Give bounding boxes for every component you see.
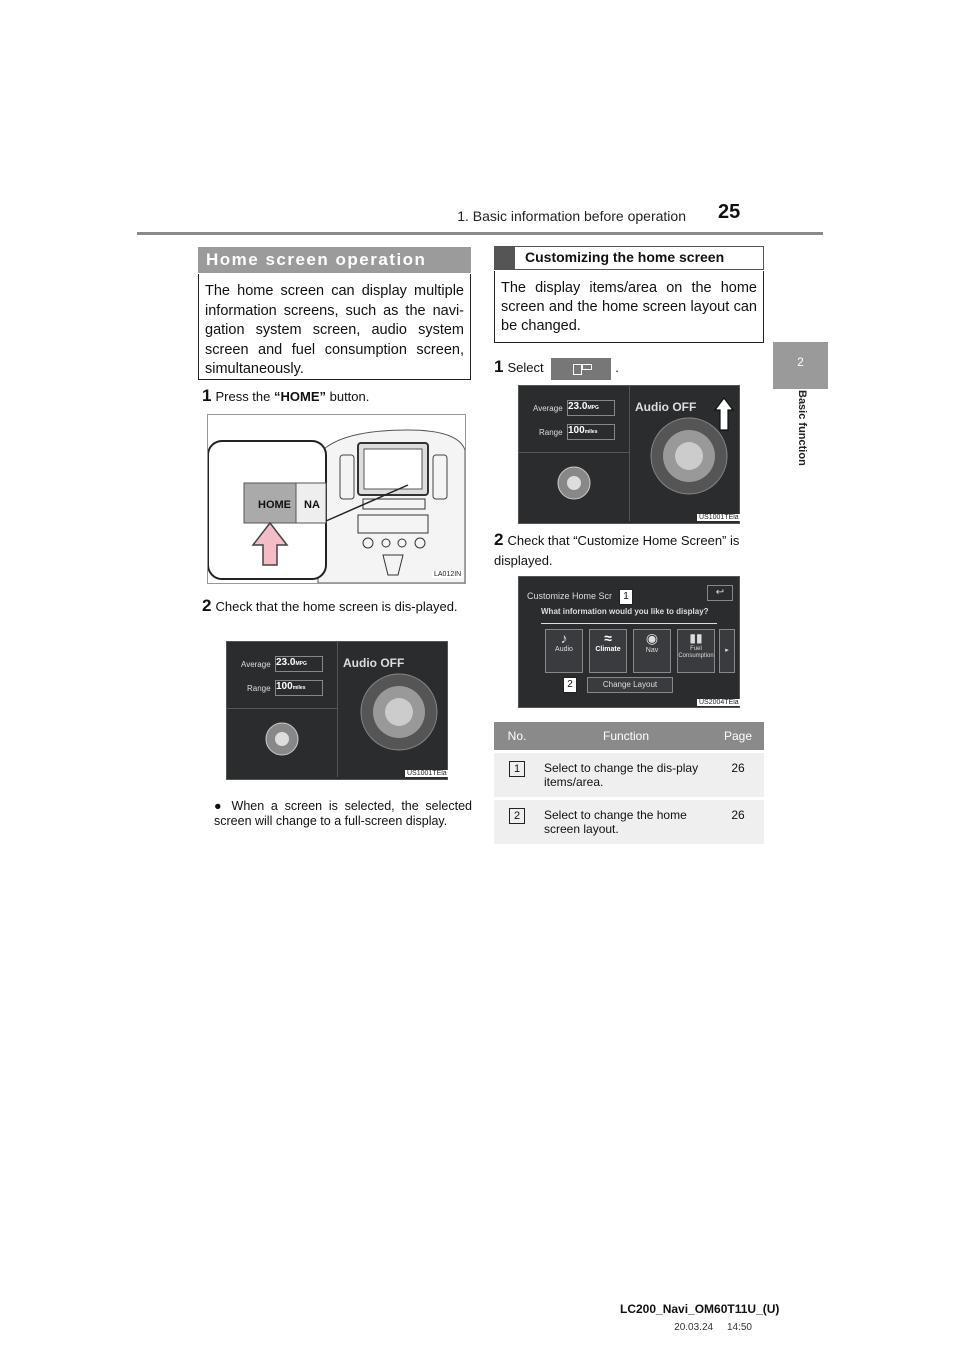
col-no: No. xyxy=(494,722,540,752)
callout-2: 2 xyxy=(563,677,577,693)
home-section-intro: The home screen can display multiple information screens, such as the navi-gation system screen, audio system screen and fuel consumption screen, simultaneously. xyxy=(198,274,471,380)
customize-screen-figure xyxy=(518,576,740,708)
audio-status: Audio OFF xyxy=(343,656,405,670)
row-page: 26 xyxy=(712,752,764,799)
range-value: 100miles xyxy=(567,424,615,440)
climate-tile[interactable]: ≈ Climate xyxy=(589,629,627,673)
fuel-panel: Average 23.0MPG Range 100miles xyxy=(227,642,338,709)
home-screen-figure xyxy=(226,641,448,780)
compass-icon xyxy=(554,463,594,503)
back-icon: ↩ xyxy=(707,585,733,601)
selection-bracket xyxy=(541,623,717,624)
nav-tile[interactable]: ◉ Nav xyxy=(633,629,671,673)
home-step-1: 1 Press the “HOME” button. xyxy=(202,386,370,405)
row-function: Select to change the dis-play items/area. xyxy=(540,752,712,799)
chapter-tab: 2 xyxy=(773,342,828,389)
fuel-panel: Average 23.0MPG Range 100miles xyxy=(519,386,630,453)
fuel-consumption-tile[interactable]: ▮▮ Fuel Consumption xyxy=(677,629,715,673)
customize-section-title: Customizing the home screen xyxy=(494,246,764,270)
chapter-tab-label: Basic function xyxy=(796,390,808,466)
dashboard-illustration xyxy=(208,415,465,583)
chapter-title: 1. Basic information before operation xyxy=(457,208,686,224)
home-section-title: Home screen operation xyxy=(198,247,471,273)
document-id: LC200_Navi_OM60T11U_(U) xyxy=(620,1302,780,1316)
row-page: 26 xyxy=(712,799,764,845)
step-number: 2 xyxy=(494,530,504,549)
music-icon: ♪ xyxy=(560,630,568,646)
figure-code: LA012IN xyxy=(434,571,462,578)
nav-panel xyxy=(227,709,338,777)
callout-1: 1 xyxy=(619,589,633,605)
step-number: 2 xyxy=(202,596,212,615)
layout-button-icon xyxy=(551,358,611,380)
customize-step-1: 1 Select . xyxy=(494,357,619,380)
print-timestamp: 20.03.24 14:50 xyxy=(674,1322,752,1333)
next-arrow-icon[interactable]: ▸ xyxy=(719,629,735,673)
row-function: Select to change the home screen layout. xyxy=(540,799,712,845)
average-value: 23.0MPG xyxy=(567,400,615,416)
col-page: Page xyxy=(712,722,764,752)
average-value: 23.0MPG xyxy=(275,656,323,672)
range-value: 100miles xyxy=(275,680,323,696)
audio-status: Audio OFF xyxy=(635,400,697,414)
home-step-2: 2 Check that the home screen is dis-played. xyxy=(202,596,458,615)
change-layout-button[interactable]: Change Layout xyxy=(587,677,673,693)
function-table xyxy=(494,722,764,844)
nav-icon: ◉ xyxy=(645,630,659,646)
table-row xyxy=(494,752,764,799)
page-number: 25 xyxy=(718,201,741,223)
nav-button-label: NA xyxy=(304,499,320,511)
row-number: 1 xyxy=(509,761,525,777)
customize-question: What information would you like to display? xyxy=(541,607,709,616)
customize-screen-title: Customize Home Scr xyxy=(527,591,613,601)
home-button-label: HOME xyxy=(258,499,291,511)
bar-graph-icon: ▮▮ xyxy=(689,631,703,645)
up-arrow-icon xyxy=(713,396,735,432)
col-function: Function xyxy=(540,722,712,752)
customize-section-intro: The display items/area on the home screen and the home screen layout can be changed. xyxy=(494,271,764,343)
figure-code: US2004TEla xyxy=(699,699,739,706)
climate-icon: ≈ xyxy=(604,630,612,646)
table-row xyxy=(494,799,764,845)
audio-tile[interactable]: ♪ Audio xyxy=(545,629,583,673)
home-screen-figure-2 xyxy=(518,385,740,524)
step-number: 1 xyxy=(202,386,212,405)
nav-panel xyxy=(519,453,630,521)
row-number: 2 xyxy=(509,808,525,824)
figure-code: US1001TEla xyxy=(407,770,447,777)
dashboard-figure xyxy=(207,414,466,584)
speaker-icon xyxy=(359,672,439,752)
compass-icon xyxy=(262,719,302,759)
customize-step-2: 2 Check that “Customize Home Screen” is displayed. xyxy=(494,530,740,568)
section-tab xyxy=(495,247,515,269)
step-number: 1 xyxy=(494,357,504,376)
figure-code: US1001TEla xyxy=(699,514,739,521)
home-note: ● When a screen is selected, the selected screen will change to a full-screen display. xyxy=(214,799,472,828)
header-rule xyxy=(137,232,823,235)
